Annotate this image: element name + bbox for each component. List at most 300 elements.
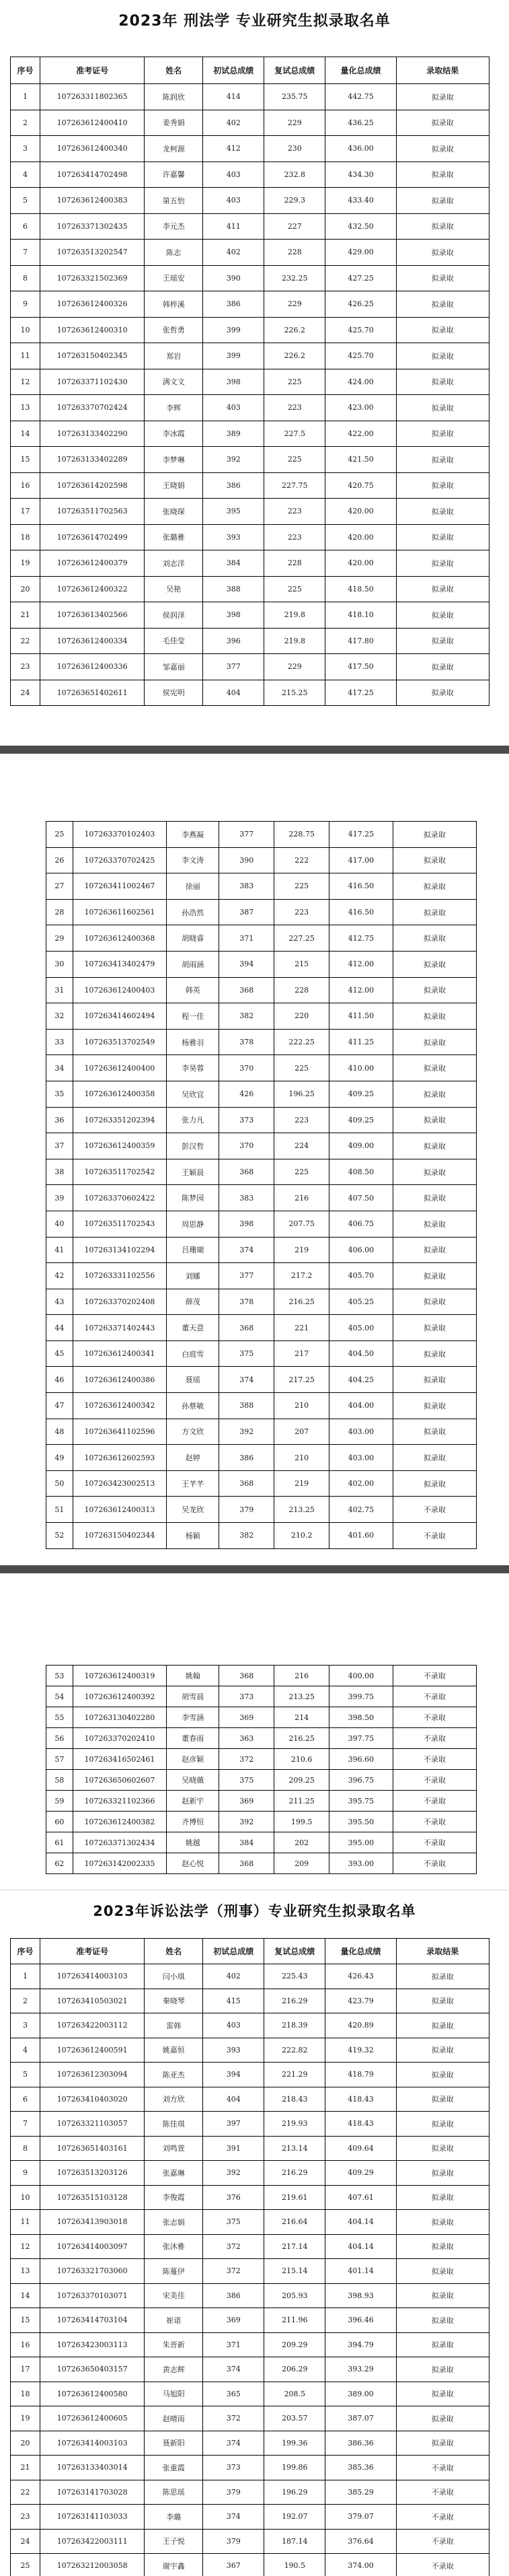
table-cell: 拟录取	[396, 576, 489, 602]
table-cell: 411.50	[329, 1003, 393, 1030]
table-cell: 李璐	[145, 2505, 203, 2530]
table-cell: 李雪涵	[167, 1707, 219, 1728]
table-cell: 张沐雅	[145, 2234, 203, 2259]
table-cell: 418.79	[325, 2063, 396, 2087]
table-cell: 374	[203, 2431, 264, 2456]
table-row	[11, 524, 490, 550]
column-header: 准考证号	[40, 57, 145, 84]
table-cell: 拟录取	[396, 369, 489, 395]
table-cell: 107263513203126	[40, 2161, 145, 2186]
table-cell: 386	[203, 291, 264, 318]
table-cell: 拟录取	[396, 265, 489, 291]
table-cell: 107263612400322	[40, 576, 145, 602]
table-cell: 18	[11, 2382, 40, 2406]
table-row	[46, 1340, 477, 1367]
table-cell: 107263515103128	[40, 2185, 145, 2210]
table-row	[11, 2185, 490, 2210]
table-row	[46, 1445, 477, 1471]
table-cell: 拟录取	[393, 1419, 476, 1445]
table-cell: 47	[46, 1393, 73, 1419]
table-cell: 1	[11, 84, 40, 110]
table-cell: 210.2	[274, 1523, 329, 1549]
table-cell: 11	[11, 343, 40, 369]
table-row	[11, 1964, 490, 1989]
table-cell: 214	[274, 1707, 329, 1728]
table-cell: 406.75	[329, 1211, 393, 1237]
table-cell: 107263612400580	[40, 2382, 145, 2406]
table-cell: 377	[219, 822, 274, 848]
table-cell: 398	[203, 602, 264, 629]
table-cell: 48	[46, 1419, 73, 1445]
table-cell: 107263641102596	[73, 1419, 167, 1445]
table-cell: 399.75	[329, 1686, 393, 1707]
table-cell: 411.25	[329, 1029, 393, 1055]
table-cell: 不录取	[396, 2456, 489, 2480]
table-cell: 16	[11, 472, 40, 499]
table-cell: 417.80	[325, 628, 396, 654]
table-cell: 227.5	[264, 421, 325, 447]
table-cell: 232.8	[264, 162, 325, 188]
table-cell: 37	[46, 1133, 73, 1159]
table-cell: 225	[274, 873, 329, 900]
table-cell: 107263351202394	[73, 1107, 167, 1133]
table-cell: 407.50	[329, 1185, 393, 1211]
table-cell: 385.36	[325, 2456, 396, 2480]
table-cell: 拟录取	[393, 1211, 476, 1237]
table-cell: 拟录取	[393, 925, 476, 952]
table-cell: 53	[46, 1666, 73, 1686]
table-row	[11, 2038, 490, 2063]
table-cell: 拟录取	[396, 213, 489, 240]
table-row	[46, 1003, 477, 1030]
table-cell: 107263650403157	[40, 2357, 145, 2382]
table-cell: 拟录取	[393, 1107, 476, 1133]
table-row	[46, 1791, 477, 1812]
table-cell: 222	[274, 847, 329, 873]
table-cell: 229.3	[264, 188, 325, 214]
table-cell: 杨颖	[167, 1523, 219, 1549]
table-cell: 拟录取	[393, 1445, 476, 1471]
page-divider	[0, 746, 509, 754]
table-row	[46, 1367, 477, 1393]
table-cell: 107263612400368	[73, 925, 167, 952]
table-row	[11, 2234, 490, 2259]
table-cell: 李昊蓉	[167, 1055, 219, 1081]
table-cell: 107263370602422	[73, 1185, 167, 1211]
table-cell: 李辉	[145, 395, 203, 421]
table-cell: 38	[46, 1159, 73, 1185]
table-cell: 谢宇鑫	[145, 2554, 203, 2576]
table-cell: 209	[274, 1853, 329, 1874]
table-cell: 416.50	[329, 873, 393, 900]
table-cell: 5	[11, 188, 40, 214]
table-cell: 聂瑶	[167, 1367, 219, 1393]
table-cell: 371	[219, 925, 274, 952]
table-cell: 9	[11, 2161, 40, 2186]
table-cell: 107263511702543	[73, 1211, 167, 1237]
table-row	[11, 2456, 490, 2480]
table-cell: 416.50	[329, 899, 393, 925]
column-header: 初试总成绩	[203, 57, 264, 84]
table-cell: 373	[219, 1686, 274, 1707]
table-cell: 187.14	[264, 2529, 325, 2554]
table-cell: 张重霞	[145, 2456, 203, 2480]
table-cell: 107263142002335	[73, 1853, 167, 1874]
table-row	[46, 1029, 477, 1055]
table-cell: 1	[11, 1964, 40, 1989]
table-cell: 孙浩然	[167, 899, 219, 925]
table-cell: 401.60	[329, 1523, 393, 1549]
table-cell: 418.10	[325, 602, 396, 629]
table-row	[46, 1497, 477, 1523]
table-cell: 不录取	[393, 1832, 476, 1853]
table-cell: 373	[219, 1107, 274, 1133]
table-cell: 405.70	[329, 1263, 393, 1289]
table-cell: 49	[46, 1445, 73, 1471]
table-cell: 107263414602494	[73, 1003, 167, 1030]
table-cell: 刘方欣	[145, 2087, 203, 2112]
table-cell: 吴欣宜	[167, 1081, 219, 1107]
table-cell: 216.64	[264, 2210, 325, 2235]
table-cell: 不录取	[393, 1770, 476, 1791]
table-row	[46, 1707, 477, 1728]
table-cell: 378	[219, 1289, 274, 1315]
table-cell: 215.14	[264, 2259, 325, 2284]
table-cell: 不录取	[393, 1523, 476, 1549]
table-cell: 370	[219, 1133, 274, 1159]
table-cell: 107263414003103	[40, 1964, 145, 1989]
table-cell: 107263612400334	[40, 628, 145, 654]
table-cell: 420.00	[325, 550, 396, 577]
table-cell: 408.50	[329, 1159, 393, 1185]
table-row	[11, 2529, 490, 2554]
table-cell: 44	[46, 1315, 73, 1341]
table-cell: 拟录取	[396, 447, 489, 473]
table-cell: 34	[46, 1055, 73, 1081]
table-cell: 吴晓薇	[167, 1770, 219, 1791]
table-cell: 378	[219, 1029, 274, 1055]
table-cell: 423.79	[325, 1989, 396, 2013]
table-cell: 107263413903018	[40, 2210, 145, 2235]
table-cell: 211.25	[274, 1791, 329, 1812]
table-cell: 367	[203, 2554, 264, 2576]
table-row	[11, 2013, 490, 2038]
table-cell: 397.75	[329, 1728, 393, 1749]
table-cell: 375	[203, 2210, 264, 2235]
table-cell: 52	[46, 1523, 73, 1549]
table-cell: 414	[203, 84, 264, 110]
table-row	[11, 2087, 490, 2112]
table-cell: 442.75	[325, 84, 396, 110]
table-cell: 满文文	[145, 369, 203, 395]
table-cell: 107263370102403	[73, 822, 167, 848]
table-cell: 365	[203, 2382, 264, 2406]
table-row	[11, 2136, 490, 2161]
table-cell: 227.75	[264, 472, 325, 499]
table-cell: 425.70	[325, 317, 396, 343]
table-cell: 222.25	[274, 1029, 329, 1055]
table-cell: 394	[203, 2063, 264, 2087]
table-cell: 17	[11, 499, 40, 525]
table-cell: 219	[274, 1237, 329, 1263]
table-cell: 418.43	[325, 2087, 396, 2112]
table-cell: 周思静	[167, 1211, 219, 1237]
table-row	[46, 1749, 477, 1770]
table-cell: 107263612400326	[40, 291, 145, 318]
table-cell: 384	[203, 550, 264, 577]
table-cell: 8	[11, 2136, 40, 2161]
table-cell: 382	[219, 1003, 274, 1030]
table-cell: 190.5	[264, 2554, 325, 2576]
table-cell: 8	[11, 265, 40, 291]
table-cell: 412.00	[329, 951, 393, 977]
table-cell: 369	[219, 1707, 274, 1728]
table-cell: 402	[203, 110, 264, 136]
table-cell: 拟录取	[393, 1055, 476, 1081]
table-cell: 22	[11, 628, 40, 654]
table-cell: 107263612400359	[73, 1133, 167, 1159]
table-cell: 薛茂	[167, 1289, 219, 1315]
table-cell: 陈佳琪	[145, 2112, 203, 2137]
table-cell: 107263150402345	[40, 343, 145, 369]
table-cell: 427.25	[325, 265, 396, 291]
table-cell: 372	[203, 2259, 264, 2284]
table-cell: 402.00	[329, 1470, 393, 1497]
table-cell: 王瑶安	[145, 265, 203, 291]
table-cell: 390	[203, 265, 264, 291]
table-cell: 3	[11, 136, 40, 162]
table-cell: 拟录取	[396, 2308, 489, 2333]
table-cell: 拟录取	[396, 2038, 489, 2063]
table-cell: 龙柯源	[145, 136, 203, 162]
table-cell: 胡雨涵	[167, 951, 219, 977]
table-cell: 21	[11, 2456, 40, 2480]
table-cell: 374	[219, 1237, 274, 1263]
table-cell: 376.64	[325, 2529, 396, 2554]
table-cell: 马旭阳	[145, 2382, 203, 2406]
table-cell: 李文涛	[167, 847, 219, 873]
table-cell: 56	[46, 1728, 73, 1749]
table-cell: 402.75	[329, 1497, 393, 1523]
table-cell: 374	[219, 1367, 274, 1393]
page-title-procedural-law: 2023年诉讼法学（刑事）专业研究生拟录取名单	[93, 1903, 416, 1919]
table-cell: 225	[264, 576, 325, 602]
table-row	[46, 1237, 477, 1263]
table-cell: 107263513202547	[40, 240, 145, 266]
table-row	[11, 2554, 490, 2576]
table-cell: 拟录取	[393, 1367, 476, 1393]
table-cell: 拟录取	[393, 1185, 476, 1211]
table-cell: 371	[203, 2332, 264, 2357]
table-cell: 107263370702424	[40, 395, 145, 421]
table-cell: 20	[11, 576, 40, 602]
table-cell: 208.5	[264, 2382, 325, 2406]
table-cell: 230	[264, 136, 325, 162]
table-row	[46, 1686, 477, 1707]
table-cell: 107263612400358	[73, 1081, 167, 1107]
table-cell: 401.14	[325, 2259, 396, 2284]
table-cell: 32	[46, 1003, 73, 1030]
table-cell: 拟录取	[393, 1470, 476, 1497]
table-cell: 拟录取	[393, 1289, 476, 1315]
table-cell: 19	[11, 2406, 40, 2431]
table-cell: 不录取	[393, 1707, 476, 1728]
table-cell: 379	[219, 1497, 274, 1523]
table-cell: 420.00	[325, 524, 396, 550]
table-cell: 107263133402289	[40, 447, 145, 473]
table-cell: 刘娜	[167, 1263, 219, 1289]
table-cell: 拟录取	[396, 421, 489, 447]
table-cell: 107263612400392	[73, 1686, 167, 1707]
table-cell: 426.43	[325, 1964, 396, 1989]
table-cell: 218.39	[264, 2013, 325, 2038]
table-cell: 391	[203, 2136, 264, 2161]
table-cell: 不录取	[393, 1791, 476, 1812]
table-cell: 107263133402290	[40, 421, 145, 447]
table-cell: 389	[203, 421, 264, 447]
table-cell: 396.60	[329, 1749, 393, 1770]
table-row	[46, 951, 477, 977]
table-cell: 199.5	[274, 1812, 329, 1832]
table-cell: 拟录取	[396, 499, 489, 525]
table-cell: 404	[203, 2087, 264, 2112]
table-cell: 107263414003103	[40, 2431, 145, 2456]
table-cell: 429.00	[325, 240, 396, 266]
table-cell: 229	[264, 110, 325, 136]
table-cell: 拟录取	[393, 977, 476, 1003]
table-cell: 拟录取	[393, 951, 476, 977]
table-cell: 19	[11, 550, 40, 577]
table-cell: 404.25	[329, 1367, 393, 1393]
table-row	[11, 1989, 490, 2013]
table-cell: 拟录取	[396, 2185, 489, 2210]
table-cell: 107263612400319	[73, 1666, 167, 1686]
table-cell: 199.36	[264, 2431, 325, 2456]
table-cell: 396.46	[325, 2308, 396, 2333]
table-cell: 369	[203, 2308, 264, 2333]
table-cell: 侯宪明	[145, 680, 203, 706]
table-cell: 107263423002513	[73, 1470, 167, 1497]
table-cell: 219.93	[264, 2112, 325, 2137]
table-cell: 375	[219, 1340, 274, 1367]
table-cell: 107263612400336	[40, 654, 145, 680]
table-cell: 405.25	[329, 1289, 393, 1315]
table-cell: 228.75	[274, 822, 329, 848]
table-cell: 409.29	[325, 2161, 396, 2186]
table-cell: 409.25	[329, 1107, 393, 1133]
table-cell: 219.8	[264, 602, 325, 629]
table-cell: 217	[274, 1340, 329, 1367]
table-row	[11, 2382, 490, 2406]
table-cell: 陈梦园	[167, 1185, 219, 1211]
table-cell: 聂新阳	[145, 2431, 203, 2456]
table-cell: 28	[46, 899, 73, 925]
table-cell: 397	[203, 2112, 264, 2137]
table-cell: 205.93	[264, 2283, 325, 2308]
table-header-row	[11, 57, 490, 84]
table-cell: 404.14	[325, 2210, 396, 2235]
table-cell: 107263612400403	[73, 977, 167, 1003]
table-cell: 107263212003058	[40, 2554, 145, 2576]
table-cell: 30	[46, 951, 73, 977]
table-cell: 423.00	[325, 395, 396, 421]
column-header: 序号	[11, 57, 40, 84]
table-cell: 107263613402566	[40, 602, 145, 629]
table-row	[11, 421, 490, 447]
table-cell: 422.00	[325, 421, 396, 447]
table-row	[46, 1055, 477, 1081]
table-cell: 吕珊瑚	[167, 1237, 219, 1263]
table-row	[11, 550, 490, 577]
table-cell: 227	[264, 213, 325, 240]
table-cell: 383	[219, 873, 274, 900]
table-cell: 107263612400310	[40, 317, 145, 343]
table-cell: 39	[46, 1185, 73, 1211]
table-cell: 赵彦颖	[167, 1749, 219, 1770]
admission-table-criminal-law	[10, 57, 490, 706]
table-cell: 16	[11, 2332, 40, 2357]
table-cell: 21	[11, 602, 40, 629]
table-cell: 394.79	[325, 2332, 396, 2357]
table-cell: 223	[264, 499, 325, 525]
table-row	[11, 265, 490, 291]
table-cell: 398	[219, 1211, 274, 1237]
table-cell: 58	[46, 1770, 73, 1791]
table-cell: 232.25	[264, 265, 325, 291]
table-cell: 35	[46, 1081, 73, 1107]
table-cell: 拟录取	[393, 1263, 476, 1289]
table-cell: 2	[11, 1989, 40, 2013]
table-cell: 不录取	[396, 2480, 489, 2505]
table-row	[11, 2431, 490, 2456]
table-cell: 412.00	[329, 977, 393, 1003]
table-cell: 424.00	[325, 369, 396, 395]
table-cell: 拟录取	[396, 136, 489, 162]
table-cell: 20	[11, 2431, 40, 2456]
table-cell: 不录取	[393, 1728, 476, 1749]
table-row	[11, 576, 490, 602]
table-cell: 107263611602561	[73, 899, 167, 925]
table-cell: 107263370202408	[73, 1289, 167, 1315]
table-row	[11, 2308, 490, 2333]
column-header: 量化总成绩	[325, 1939, 396, 1964]
table-cell: 拟录取	[396, 317, 489, 343]
table-cell: 17	[11, 2357, 40, 2382]
table-row	[46, 1419, 477, 1445]
table-cell: 拟录取	[396, 2382, 489, 2406]
table-cell: 426.25	[325, 291, 396, 318]
table-cell: 388	[219, 1393, 274, 1419]
table-row	[46, 873, 477, 900]
table-cell: 403	[203, 188, 264, 214]
table-cell: 107263612400313	[73, 1497, 167, 1523]
table-cell: 217.14	[264, 2234, 325, 2259]
table-cell: 107263422003112	[40, 2013, 145, 2038]
table-row	[11, 343, 490, 369]
table-cell: 411	[203, 213, 264, 240]
table-row	[46, 1289, 477, 1315]
table-cell: 吴龙欣	[167, 1497, 219, 1523]
table-cell: 107263423003113	[40, 2332, 145, 2357]
table-cell: 不录取	[393, 1853, 476, 1874]
table-cell: 13	[11, 395, 40, 421]
table-cell: 393.29	[325, 2357, 396, 2382]
table-cell: 62	[46, 1853, 73, 1874]
table-cell: 374	[203, 2505, 264, 2530]
table-cell: 不录取	[396, 2505, 489, 2530]
table-cell: 李燕凝	[167, 822, 219, 848]
table-cell: 拟录取	[396, 472, 489, 499]
